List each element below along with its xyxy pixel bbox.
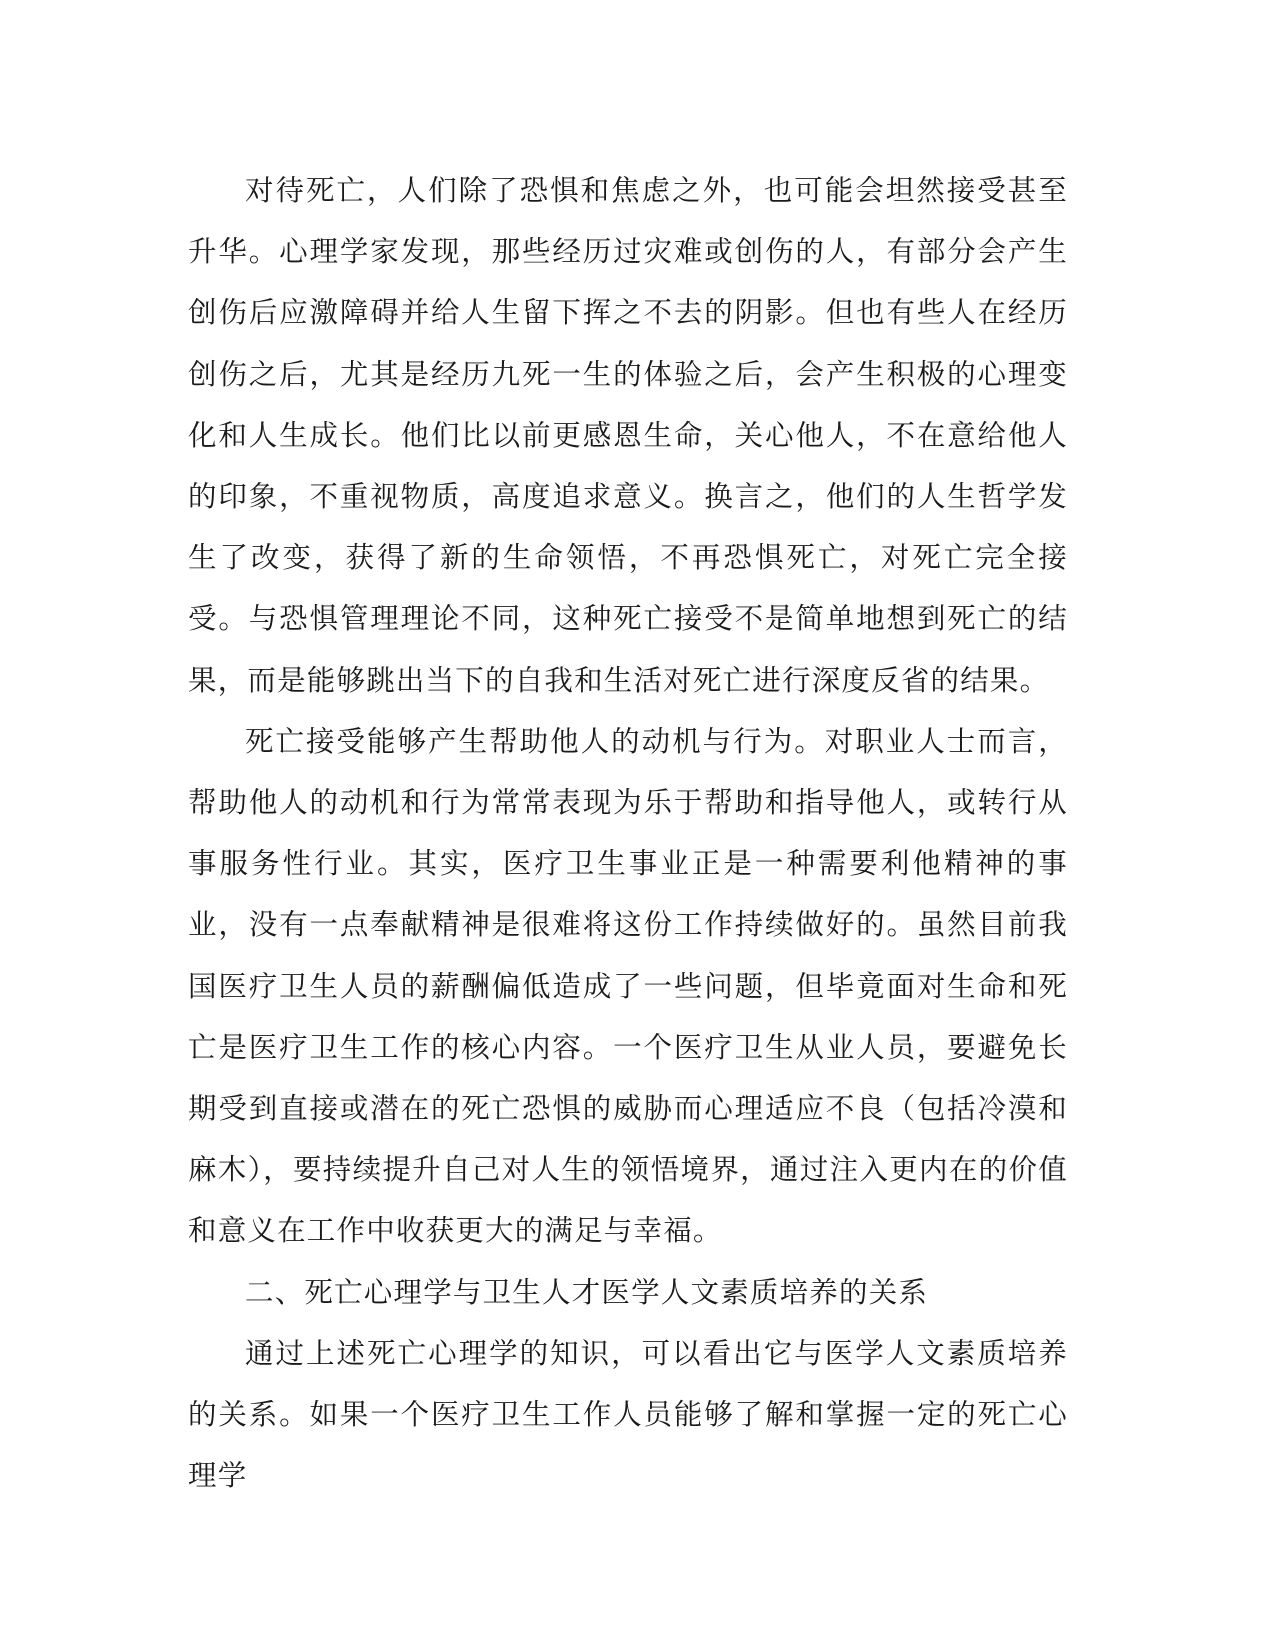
paragraph-relationship: 通过上述死亡心理学的知识，可以看出它与医学人文素质培养的关系。如果一个医疗卫生工作人员能够了解和掌握一定的死亡心理学 [188,1336,1068,1493]
document-body [188,160,1068,1506]
paragraph-death-acceptance: 对待死亡，人们除了恐惧和焦虑之外，也可能会坦然接受甚至升华。心理学家发现，那些经历过灾难或创伤的人，有部分会产生创伤后应激障碍并给人生留下挥之不去的阴影。但也有些人在经历创伤之后，尤其是经历九死一生的体验之后，会产生积极的心理变化和人生成长。他们比以前更感恩生命，关心他人，不在意给他人的印象，不重视物质，高度追求意义。换言之，他们的人生哲学发生了改变，获得了新的生命领悟，不再恐惧死亡，对死亡完全接受。与恐惧管理理论不同，这种死亡接受不是简单地想到死亡的结果，而是能够跳出当下的自我和生活对死亡进行深度反省的结果。 [188,174,1068,697]
paragraph-helping-others: 死亡接受能够产生帮助他人的动机与行为。对职业人士而言，帮助他人的动机和行为常常表现为乐于帮助和指导他人，或转行从事服务性行业。其实，医疗卫生事业正是一种需要利他精神的事业，没有一点奉献精神是很难将这份工作持续做好的。虽然目前我国医疗卫生人员的薪酬偏低造成了一些问题，但毕竟面对生命和死亡是医疗卫生工作的核心内容。一个医疗卫生从业人员，要避免长期受到直接或潜在的死亡恐惧的威胁而心理适应不良（包括冷漠和麻木），要持续提升自己对人生的领悟境界，通过注入更内在的价值和意义在工作中收获更大的满足与幸福。 [188,724,1068,1248]
section-heading: 二、死亡心理学与卫生人才医学人文素质培养的关系 [245,1275,929,1309]
